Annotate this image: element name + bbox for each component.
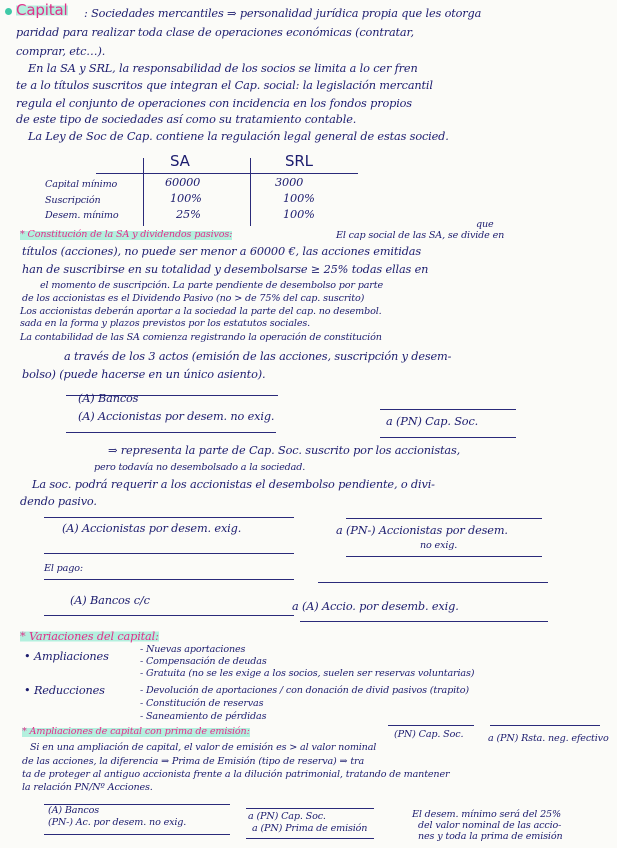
constitucion-line-2: títulos (acciones), no puede ser menor a 60000 €, las acciones emitidas — [22, 245, 422, 258]
prima-line-2: de las acciones, la diferencia ⇒ Prima de Emisión (tipo de reserva) ⇒ tra — [22, 756, 365, 767]
table-header-rule — [96, 173, 358, 174]
entry1-credit-1: a (PN) Cap. Soc. — [386, 415, 479, 428]
table-row-sa-1: 60000 — [165, 176, 201, 189]
prima-account-1: (PN) Cap. Soc. — [394, 729, 464, 740]
intro-line-2: paridad para realizar toda clase de operaciones económicas (contratar, — [16, 26, 414, 39]
entry1-debit-1: (A) Bancos — [78, 392, 139, 405]
constitucion-line-9: a través de los 3 actos (emisión de las acciones, suscripción y desem- — [64, 350, 452, 363]
heading-variaciones: * Variaciones del capital: — [20, 630, 159, 643]
nota-line-1: ⇒ representa la parte de Cap. Soc. suscrito por los accionistas, — [108, 444, 461, 457]
table-header-sa: SA — [170, 152, 190, 170]
entry1-credit-bottom-rule — [380, 437, 516, 438]
entry1-debit-2: (A) Accionistas por desem. no exig. — [78, 410, 275, 423]
prima-line-1: Si en una ampliación de capital, el valor de emisión es > al valor nominal — [30, 742, 377, 753]
table-row-srl-1: 3000 — [275, 176, 304, 189]
prima-note-1: El desem. mínimo será del 25% — [412, 809, 561, 820]
constitucion-line-4: el momento de suscripción. La parte pendiente de desembolso por parte — [40, 280, 383, 291]
constitucion-line-7: sada en la forma y plazos previstos por los estatutos sociales. — [20, 318, 311, 329]
prima-note-2: del valor nominal de las accio- — [418, 820, 562, 831]
reducciones-item-2: - Constitución de reservas — [140, 698, 264, 709]
heading-constitucion: * Constitución de la SA y dividendos pasivos: — [20, 229, 233, 240]
constitucion-line-8: La contabilidad de las SA comienza registrando la operación de constitución — [20, 332, 382, 343]
prima-entry-credit-2: a (PN) Prima de emisión — [252, 823, 368, 834]
constitucion-line-1: El cap social de las SA, se divide en — [336, 230, 505, 241]
entry2-credit-bottom-rule — [346, 556, 542, 557]
prima-note-3: nes y toda la prima de emisión — [418, 831, 563, 842]
table-row-srl-3: 100% — [283, 208, 315, 221]
nota-line-4: dendo pasivo. — [20, 495, 97, 508]
pago-credit-top-rule — [318, 582, 548, 583]
entry2-credit-top-rule — [346, 518, 542, 519]
constitucion-line-3: han de suscribirse en su totalidad y desembolsarse ≥ 25% todas ellas en — [22, 263, 429, 276]
constitucion-line-6: Los accionistas deberán aportar a la sociedad la parte del cap. no desembol. — [20, 306, 382, 317]
pago-credit-bottom-rule — [300, 621, 548, 622]
ampliaciones-item-2: - Compensación de deudas — [140, 656, 267, 667]
entry2-bottom-rule — [44, 553, 294, 554]
table-row-sa-3: 25% — [176, 208, 201, 221]
table-header-srl: SRL — [285, 152, 313, 170]
pago-debit-1: (A) Bancos c/c — [70, 594, 150, 607]
nota-line-3: La soc. podrá requerir a los accionistas el desembolso pendiente, o divi- — [32, 478, 435, 491]
prima-entry-credit-1: a (PN) Cap. Soc. — [248, 811, 326, 822]
constitucion-line-5: de los accionistas es el Dividendo Pasivo (no > de 75% del cap. suscrito) — [22, 293, 365, 304]
prima-entry-credit-bottom-rule — [246, 838, 374, 839]
ampliaciones-item-3: - Gratuita (no se les exige a los socios, suelen ser reservas voluntarias) — [140, 668, 475, 679]
table-row-label-2: Suscripción — [45, 195, 101, 206]
pago-credit-1: a (A) Accio. por desemb. exig. — [292, 600, 459, 613]
prima-credit-rule-1 — [388, 725, 474, 726]
table-row-label-1: Capital mínimo — [45, 179, 118, 190]
intro-line-6: regula el conjunto de operaciones con incidencia en los fondos propios — [16, 97, 412, 110]
prima-line-4: la relación PN/Nº Acciones. — [22, 782, 153, 793]
table-row-label-3: Desem. mínimo — [45, 210, 119, 221]
bullet-dot-icon — [5, 8, 12, 15]
intro-line-5: te a lo títulos suscritos que integran el Cap. social: la legislación mercantil — [16, 79, 433, 92]
prima-account-2: a (PN) Rsta. neg. efectivo — [488, 733, 609, 744]
prima-credit-rule-2 — [490, 725, 600, 726]
prima-entry-debit-1: (A) Bancos — [48, 805, 99, 816]
title-capital: Capital — [16, 1, 68, 19]
ampliaciones-label: • Ampliaciones — [24, 650, 109, 663]
prima-line-3: ta de proteger al antiguo accionista frente a la dilución patrimonial, tratando de mantener — [22, 769, 450, 780]
entry2-top-rule — [44, 517, 294, 518]
table-row-sa-2: 100% — [170, 192, 202, 205]
intro-line-8: La Ley de Soc de Cap. contiene la regulación legal general de estas socied. — [28, 130, 449, 143]
intro-line-1: : Sociedades mercantiles ⇒ personalidad jurídica propia que les otorga — [84, 7, 482, 20]
pago-bottom-rule — [44, 615, 294, 616]
entry1-bottom-rule — [66, 432, 276, 433]
reducciones-item-1: - Devolución de aportaciones / con donación de divid pasivos (trapito) — [140, 685, 469, 696]
entry1-credit-rule — [380, 409, 516, 410]
intro-line-7: de este tipo de sociedades así como su tratamiento contable. — [16, 113, 357, 126]
prima-entry-debit-2: (PN-) Ac. por desem. no exig. — [48, 817, 187, 828]
prima-entry-credit-top-rule — [246, 808, 374, 809]
table-divider-1 — [143, 158, 144, 226]
heading-prima-emision: * Ampliaciones de capital con prima de emisión: — [22, 726, 250, 737]
entry2-debit-1: (A) Accionistas por desem. exig. — [62, 522, 242, 535]
constitucion-line-10: bolso) (puede hacerse en un único asiento). — [22, 368, 266, 381]
table-row-srl-2: 100% — [283, 192, 315, 205]
entry2-credit-1: a (PN-) Accionistas por desem. — [336, 524, 508, 537]
ampliaciones-item-1: - Nuevas aportaciones — [140, 644, 246, 655]
pago-top-rule — [44, 579, 294, 580]
que-superscript: que — [476, 219, 494, 230]
intro-line-3: comprar, etc…). — [16, 45, 106, 58]
prima-entry-bottom-rule — [44, 834, 230, 835]
entry2-credit-2: no exig. — [420, 540, 458, 551]
reducciones-label: • Reducciones — [24, 684, 105, 697]
reducciones-item-3: - Saneamiento de pérdidas — [140, 711, 267, 722]
pago-label: El pago: — [44, 563, 83, 574]
table-divider-2 — [250, 158, 251, 226]
intro-line-4: En la SA y SRL, la responsabilidad de los socios se limita a lo cer fren — [28, 62, 418, 75]
nota-line-2: pero todavía no desembolsado a la sociedad. — [94, 462, 306, 473]
